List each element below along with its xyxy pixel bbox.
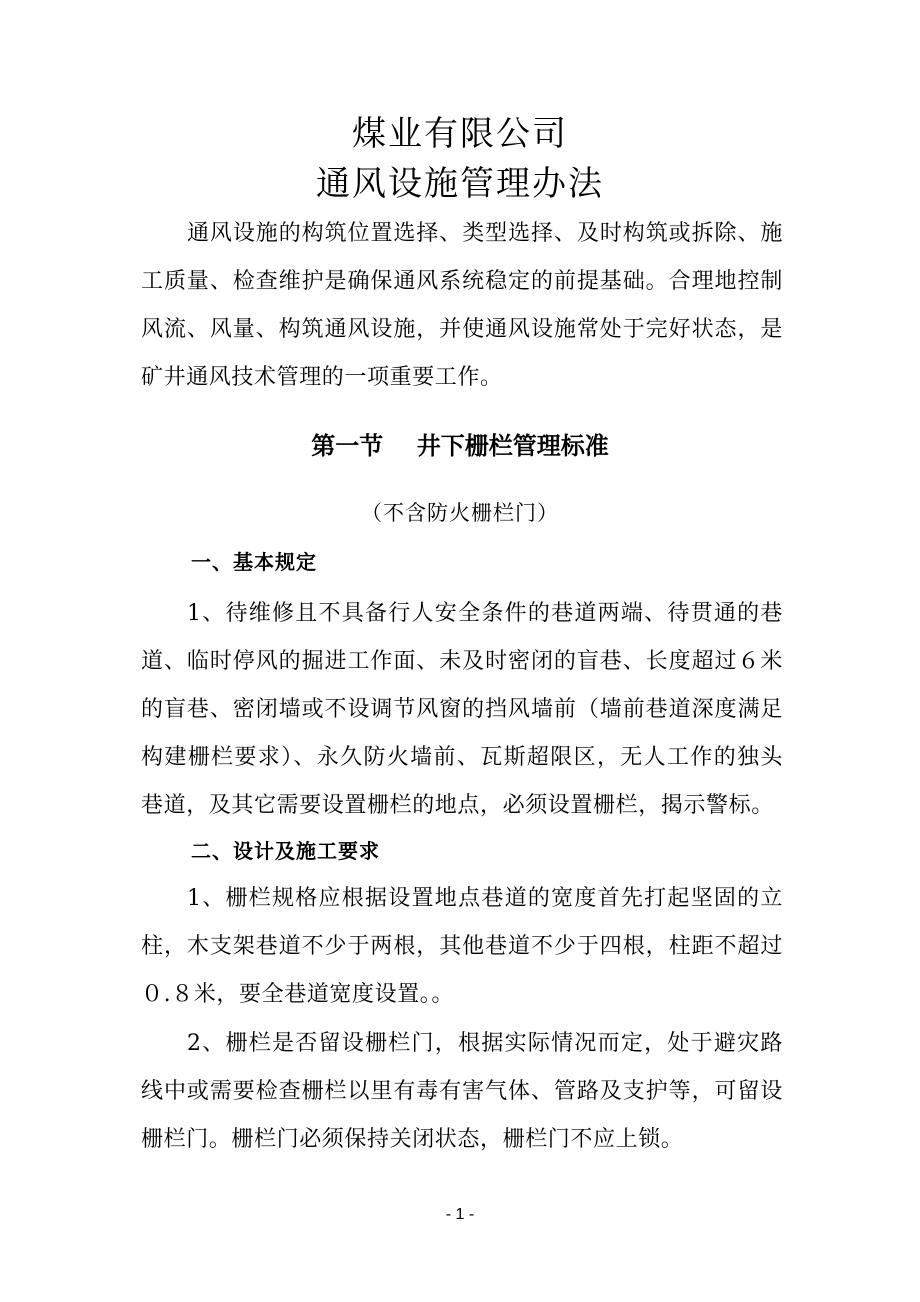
paragraph-design-2: 2、栅栏是否留设栅栏门，根据实际情况而定，处于避灾路线中或需要检查栅栏以里有毒有害气体、管路及支护等，可留设栅栏门。栅栏门必须保持关闭状态，栅栏门不应上锁。 xyxy=(141,1031,783,1152)
section-title: 第一节 井下栅栏管理标准 xyxy=(311,432,609,460)
subsection-heading-design-construction: 二、设计及施工要求 xyxy=(191,839,380,863)
paragraph-design-1: 1、栅栏规格应根据设置地点巷道的宽度首先打起坚固的立柱，木支架巷道不少于两根，其他巷道不少于四根，柱距不超过０.８米，要全巷道宽度设置。。 xyxy=(141,886,783,1007)
intro-paragraph: 通风设施的构筑位置选择、类型选择、及时构筑或拆除、施工质量、检查维护是确保通风系统稳定的前提基础。合理地控制风流、风量、构筑通风设施，并使通风设施常处于完好状态，是矿井通风技术管理的一项重要工作。 xyxy=(141,221,783,390)
document-title: 通风设施管理办法 xyxy=(316,164,604,204)
company-title: 煤业有限公司 xyxy=(352,114,568,154)
subsection-heading-basic-rules: 一、基本规定 xyxy=(191,550,317,574)
section-note: （不含防火栅栏门） xyxy=(361,501,559,525)
paragraph-basic-rules-1: 1、待维修且不具备行人安全条件的巷道两端、待贯通的巷道、临时停风的掘进工作面、未及时密闭的盲巷、长度超过６米的盲巷、密闭墙或不设调节风窗的挡风墙前（墙前巷道深度满足构建栅栏要求）、永久防火墙前、瓦斯超限区，无人工作的独头巷道，及其它需要设置栅栏的地点，必须设置栅栏，揭示警标。 xyxy=(141,601,783,818)
page-number: - 1 - xyxy=(445,1206,475,1223)
